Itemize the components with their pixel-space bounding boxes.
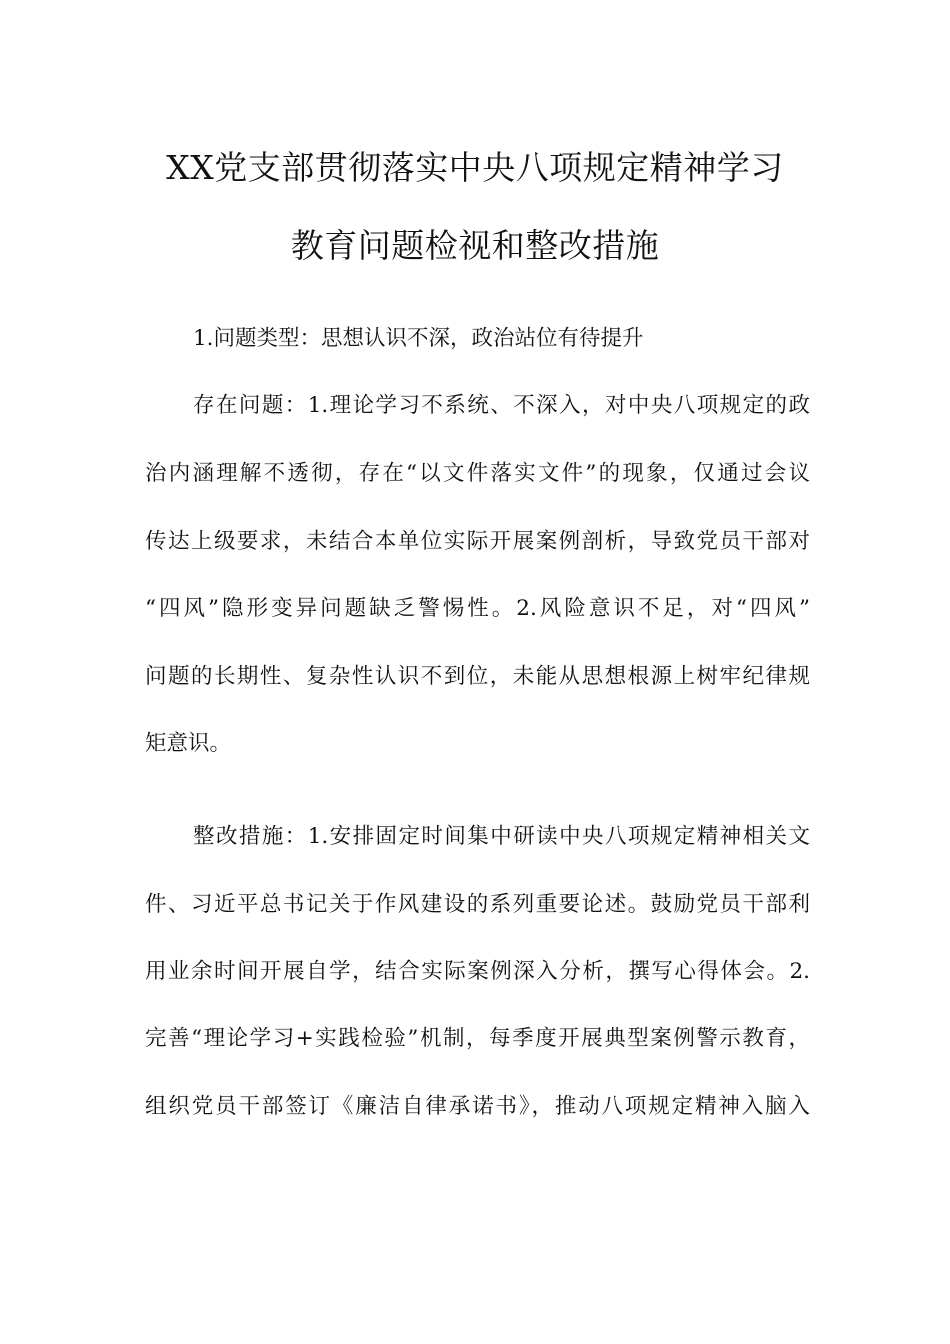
paragraph-line: 用业余时间开展自学，结合实际案例深入分析，撰写心得体会。2. <box>145 959 810 984</box>
document-title-line-2: 教育问题检视和整改措施 <box>290 226 660 265</box>
paragraph-line: 传达上级要求，未结合本单位实际开展案例剖析，导致党员干部对 <box>145 529 810 554</box>
problem-type-heading: 1.问题类型：思想认识不深，政治站位有待提升 <box>193 326 644 351</box>
paragraph-line: 问题的长期性、复杂性认识不到位，未能从思想根源上树牢纪律规 <box>145 664 810 689</box>
paragraph-line: 治内涵理解不透彻，存在“以文件落实文件”的现象，仅通过会议 <box>145 461 810 486</box>
paragraph-line: “四风”隐形变异问题缺乏警惕性。2.风险意识不足，对“四风” <box>145 596 810 621</box>
paragraph-line: 矩意识。 <box>145 731 232 756</box>
paragraph-line: 存在问题：1.理论学习不系统、不深入，对中央八项规定的政 <box>193 393 810 418</box>
document-title-line-1: XX党支部贯彻落实中央八项规定精神学习 <box>166 148 784 187</box>
paragraph-line: 整改措施：1.安排固定时间集中研读中央八项规定精神相关文 <box>193 824 810 849</box>
paragraph-line: 件、习近平总书记关于作风建设的系列重要论述。鼓励党员干部利 <box>145 892 810 917</box>
paragraph-line: 完善“理论学习+实践检验”机制，每季度开展典型案例警示教育， <box>145 1026 810 1051</box>
paragraph-line: 组织党员干部签订《廉洁自律承诺书》，推动八项规定精神入脑入 <box>145 1094 810 1119</box>
